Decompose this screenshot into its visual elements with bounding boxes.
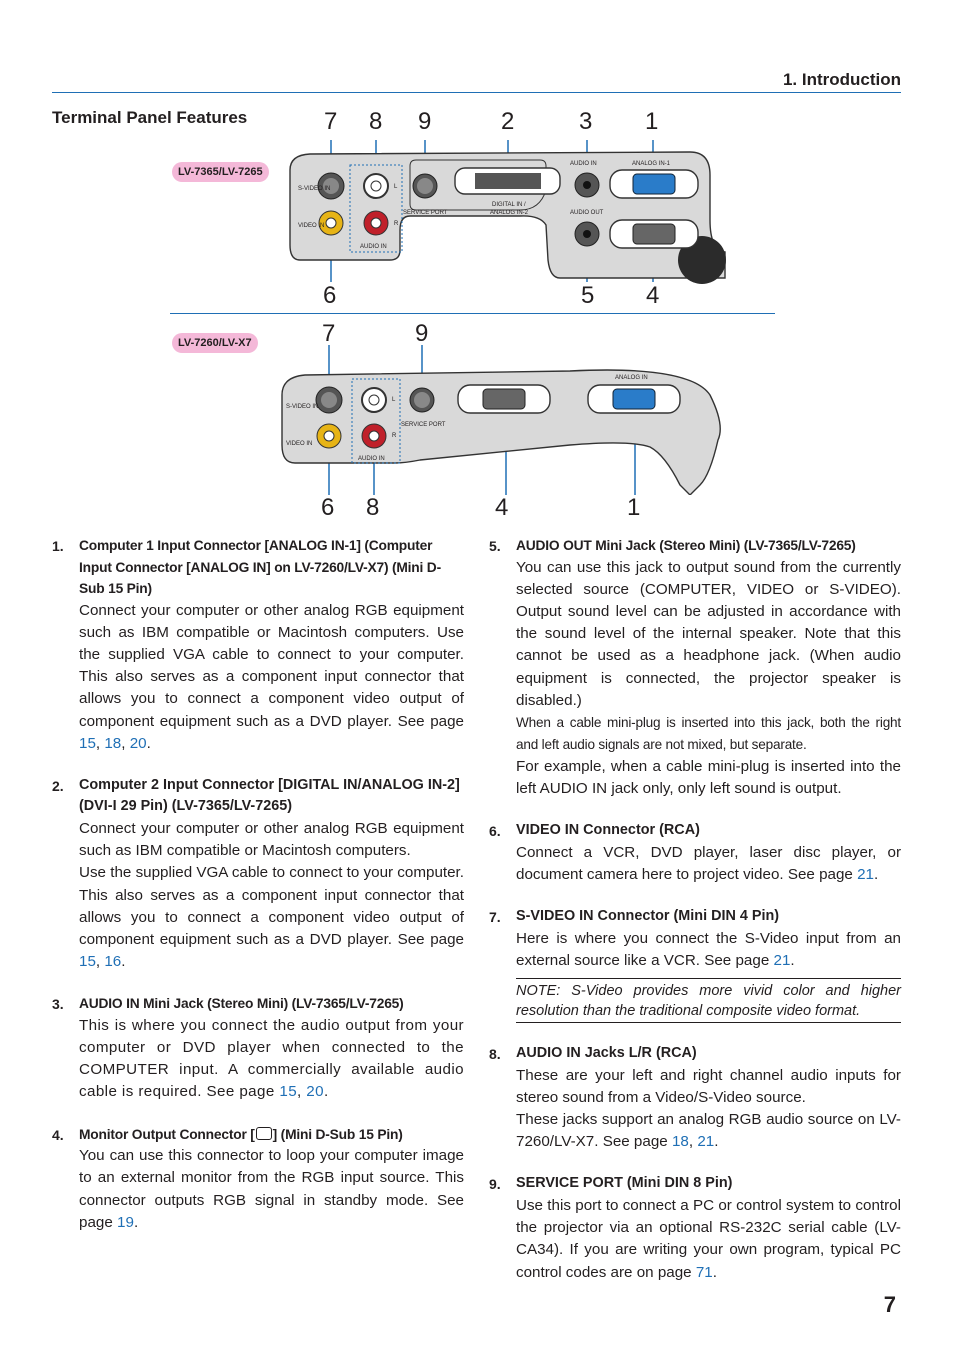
item-6: 6. VIDEO IN Connector (RCA) Connect a VCR, DVD player, laser disc player, or document camera here to project video. See page 21.	[489, 822, 901, 884]
label-audio-out: AUDIO OUT	[570, 210, 604, 216]
item-body-small: When a cable mini-plug is inserted into this jack, both the right and left audio signals are not mixed, but separate.	[516, 714, 901, 752]
callout-1-top: 1	[645, 108, 659, 135]
label-audio-in-lr-bottom: AUDIO IN	[358, 456, 385, 462]
page-link[interactable]: 18	[104, 734, 122, 752]
page-link[interactable]: 21	[773, 951, 791, 969]
item-9: 9. SERVICE PORT (Mini DIN 8 Pin) Use this port to connect a PC or control system to control the projector via an optional RS-232C serial cable (LV-CA34). If you are writing your own program, typical PC control codes are on page 71.	[489, 1175, 901, 1281]
right-column	[489, 535, 901, 1304]
page-link[interactable]: 16	[104, 953, 122, 971]
label-analog-in-2: ANALOG IN-2	[490, 210, 529, 216]
item-3: 3. AUDIO IN Mini Jack (Stereo Mini) (LV-7365/LV-7265) This is where you connect the audio output from your computer or DVD player when connected to the COMPUTER input. A commercially available audio cable is required. See page 15, 20.	[79, 993, 464, 1103]
left-column	[52, 535, 464, 1254]
section-title: Terminal Panel Features	[52, 108, 248, 127]
item-body: You can use this jack to output sound from the currently selected source (COMPUTER, VIDEO or S-VIDEO). Output sound level can be adjusted in accordance with the sound level of the internal speaker. Note that this cannot be used as a headphone jack. (When audio equipment is connected, the projector speaker is disabled.)	[516, 558, 901, 709]
item-heading: S-VIDEO IN Connector (Mini DIN 4 Pin)	[516, 908, 780, 925]
header-rule	[52, 92, 901, 93]
label-audio-in-lr-top: AUDIO IN	[360, 244, 387, 250]
item-number: 2.	[52, 777, 64, 794]
callout-1-bottom: 1	[627, 494, 641, 521]
item-1: 1. Computer 1 Input Connector [ANALOG IN-1] (Computer Input Connector [ANALOG IN] on LV-7260/LV-X7) (Mini D-Sub 15 Pin) Connect your computer or other analog RGB equipment such as IBM compatible or Macintosh computers. Use the supplied VGA cable to connect to your computer. This also serves as a component input connector that allows you to connect a component video output of component equipment such as a DVD player. See page 15, 18, 20.	[79, 535, 464, 755]
callout-2-top: 2	[501, 108, 515, 135]
item-number: 8.	[489, 1046, 501, 1063]
label-analog-in-1: ANALOG IN-1	[632, 161, 671, 167]
model-tag-top: LV-7365/LV-7265	[172, 162, 269, 182]
page-link[interactable]: 20	[306, 1083, 324, 1101]
item-number: 7.	[489, 909, 501, 926]
item-2: 2. Computer 2 Input Connector [DIGITAL IN/ANALOG IN-2] (DVI-I 29 Pin) (LV-7365/LV-7265) Connect your computer or other analog RGB equipment such as IBM compatible or Macintosh computers. Use the supplied VGA cable to connect to your computer. This also serves as a component input connector that allows you to connect a component video output of component equipment such as a DVD player. See page 15, 16.	[52, 776, 464, 971]
label-r-top: R	[394, 221, 399, 227]
item-7: 7. S-VIDEO IN Connector (Mini DIN 4 Pin) Here is where you connect the S-Video input from an external source like a VCR. See page 21. NOTE: S-Video provides more vivid color and higher resolution than the traditional composite video format.	[516, 906, 901, 1023]
item-body-2: These jacks support an analog RGB audio source on LV-7260/LV-X7. See page	[516, 1111, 901, 1151]
label-analog-in: ANALOG IN	[615, 375, 648, 381]
item-8: 8. AUDIO IN Jacks L/R (RCA) These are your left and right channel audio inputs for stereo sound from a Video/S-Video source. These jacks support an analog RGB audio source on LV-7260/LV-X7. See page 18, 21.	[489, 1045, 901, 1151]
label-r-bottom: R	[392, 433, 397, 439]
item-body: This is where you connect the audio output from your computer or DVD player when connected to the COMPUTER input. A commercially available audio cable is required. See page	[79, 1016, 464, 1101]
terminal-panel-bottom	[270, 345, 740, 495]
page-link[interactable]: 15	[79, 953, 96, 971]
item-body: Connect a VCR, DVD player, laser disc player, or document camera here to project video. See page	[516, 843, 901, 884]
item-body-2: Use the supplied VGA cable to connect to your computer. This also serves as a component input connector that allows you to connect a component video output of component equipment such as a DVD player. See page	[79, 864, 464, 948]
terminal-panel-top	[270, 130, 740, 290]
item-number: 9.	[489, 1176, 501, 1193]
callout-6-top: 6	[323, 282, 337, 309]
label-service-port-bottom: SERVICE PORT	[401, 422, 446, 428]
monitor-icon	[256, 1127, 272, 1140]
item-heading: AUDIO IN Jacks L/R (RCA)	[516, 1045, 697, 1062]
label-svideo-in-top: S-VIDEO IN	[298, 186, 331, 192]
model-tag-bottom: LV-7260/LV-X7	[172, 333, 258, 353]
running-header: 1. Introduction	[782, 70, 901, 89]
callout-9-bottom: 9	[415, 320, 429, 347]
page-link[interactable]: 20	[129, 734, 147, 752]
label-svideo-in-bottom: S-VIDEO IN	[286, 404, 319, 410]
callout-9-top: 9	[418, 108, 432, 135]
item-4: 4. Monitor Output Connector [ ] (Mini D-Sub 15 Pin) You can use this connector to loop your computer image to an external monitor from the RGB input source. This connector outputs RGB signal in standby mode. See page 19.	[79, 1124, 464, 1234]
label-audio-in-mini: AUDIO IN	[570, 161, 597, 167]
callout-4-top: 4	[646, 282, 660, 309]
item-heading: VIDEO IN Connector (RCA)	[516, 822, 700, 839]
page-link[interactable]: 15	[79, 734, 96, 752]
page-link[interactable]: 71	[695, 1263, 713, 1281]
item-number: 6.	[489, 823, 501, 840]
label-video-in-top: VIDEO IN	[298, 223, 325, 229]
label-digital-in: DIGITAL IN /	[492, 202, 526, 208]
item-number: 1.	[52, 538, 64, 554]
label-video-in-bottom: VIDEO IN	[286, 441, 313, 447]
callout-4-bottom: 4	[495, 494, 509, 521]
callout-7-bottom: 7	[322, 320, 336, 347]
page-number: 7	[883, 1292, 896, 1317]
item-number: 5.	[489, 538, 501, 554]
callout-6-bottom: 6	[321, 494, 335, 521]
item-heading: AUDIO IN Mini Jack (Stereo Mini) (LV-7365/LV-7265)	[79, 996, 404, 1012]
item-heading-post: ] (Mini D-Sub 15 Pin)	[272, 1126, 403, 1142]
page-link[interactable]: 18	[671, 1133, 689, 1151]
item-heading: Computer 1 Input Connector [ANALOG IN-1] (Computer Input Connector [ANALOG IN] on LV-7260/LV-X7) (Mini D-Sub 15 Pin)	[79, 538, 441, 596]
note: NOTE: S-Video provides more vivid color and higher resolution than the traditional composite video format.	[516, 978, 901, 1023]
item-heading: AUDIO OUT Mini Jack (Stereo Mini) (LV-7365/LV-7265)	[516, 538, 856, 553]
item-heading-pre: Monitor Output Connector [	[79, 1126, 255, 1142]
callout-8-bottom: 8	[366, 494, 380, 521]
item-5	[489, 535, 901, 800]
page-link[interactable]: 21	[857, 866, 875, 884]
item-body: Use this port to connect a PC or control system to control the projector via an optional RS-232C serial cable (LV-CA34). If you are writing your own program, typical PC control codes are on page	[516, 1196, 901, 1281]
callout-5-top: 5	[581, 282, 595, 309]
label-l-bottom: L	[392, 397, 396, 403]
item-heading: SERVICE PORT (Mini DIN 8 Pin)	[516, 1175, 733, 1192]
callout-8-top: 8	[369, 108, 383, 135]
item-body: You can use this connector to loop your computer image to an external monitor from the RGB input source. This connector outputs RGB signal in standby mode. See page	[79, 1147, 464, 1231]
item-body: Connect your computer or other analog RGB equipment such as IBM compatible or Macintosh computers.	[79, 819, 464, 860]
item-body: These are your left and right channel audio inputs for stereo sound from a Video/S-Video source.	[516, 1066, 901, 1106]
label-service-port-top: SERVICE PORT	[403, 210, 448, 216]
item-body-2: For example, when a cable mini-plug is inserted into the left AUDIO IN jack only, only left sound is output.	[516, 757, 901, 798]
page-link[interactable]: 19	[117, 1213, 134, 1231]
item-body: Connect your computer or other analog RGB equipment such as IBM compatible or Macintosh computers. Use the supplied VGA cable to connect to your computer. This also serves as a component input connector that allows you to connect a component video output of component equipment such as a DVD player. See page	[79, 601, 464, 730]
item-number: 4.	[52, 1126, 64, 1143]
item-body: Here is where you connect the S-Video input from an external source like a VCR. See page	[516, 929, 901, 969]
callout-3-top: 3	[579, 108, 593, 135]
page-link[interactable]: 21	[697, 1133, 715, 1151]
item-number: 3.	[52, 996, 64, 1013]
item-heading: Computer 2 Input Connector [DIGITAL IN/ANALOG IN-2] (DVI-I 29 Pin) (LV-7365/LV-7265)	[79, 776, 460, 815]
panel-divider	[170, 313, 775, 314]
callout-7-top: 7	[324, 108, 338, 135]
label-l-top: L	[394, 184, 398, 190]
page-link[interactable]: 15	[279, 1083, 298, 1101]
